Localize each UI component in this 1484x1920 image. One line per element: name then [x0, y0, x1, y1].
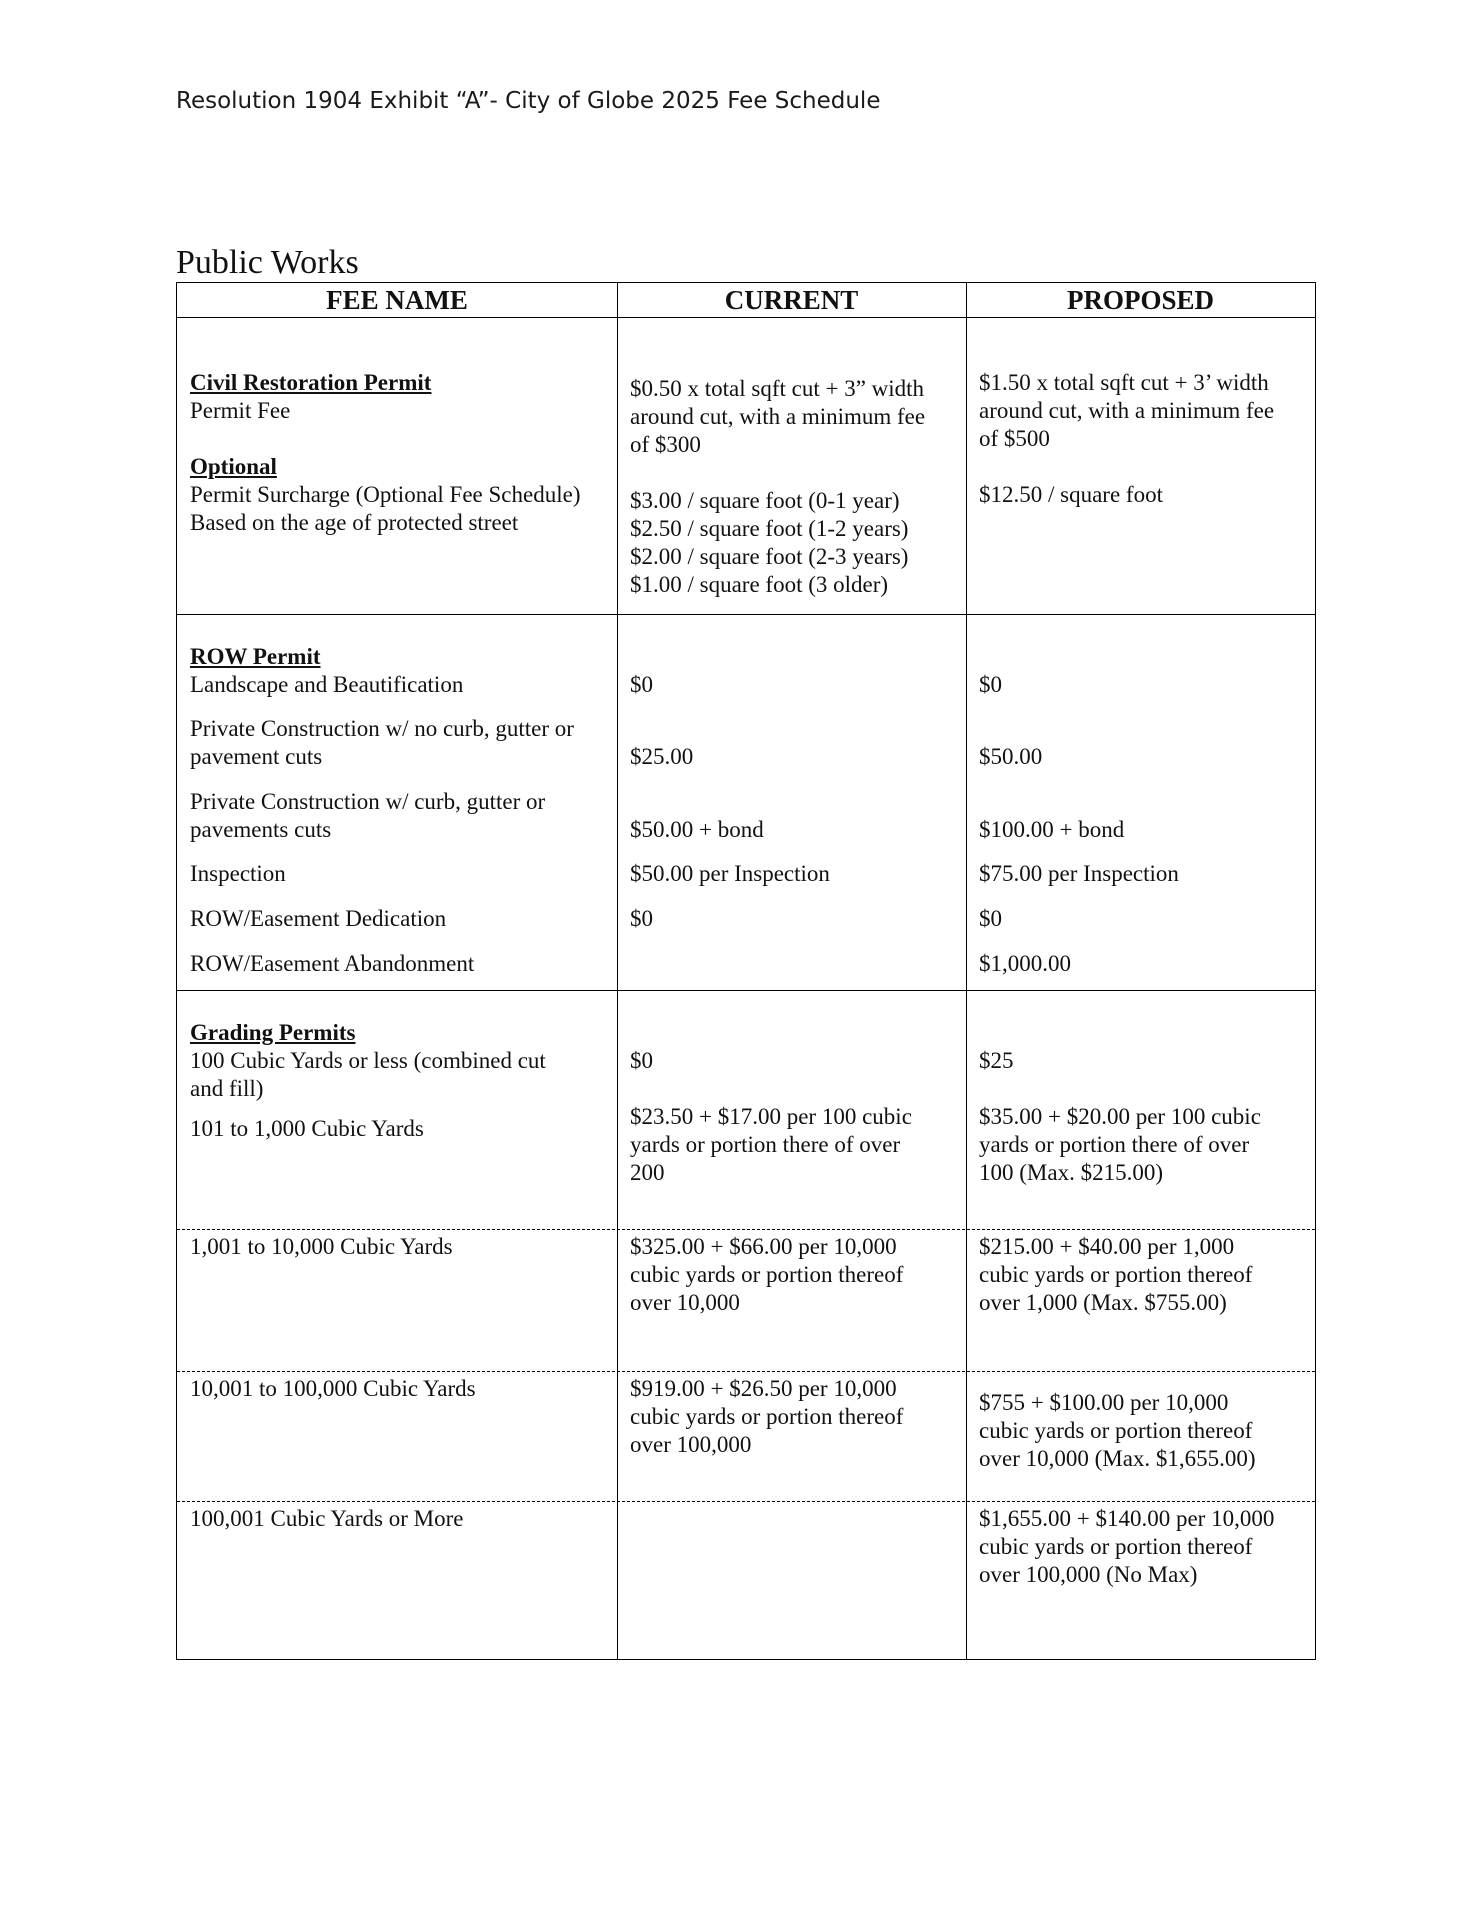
- row-dedication-label: ROW/Easement Dedication: [190, 906, 447, 931]
- grading-tier3-proposed-line: cubic yards or portion thereof: [979, 1262, 1253, 1287]
- row-landscape-proposed: $0: [979, 672, 1002, 697]
- grading-tier3-current-line: cubic yards or portion thereof: [630, 1262, 904, 1287]
- row-permit-title: ROW Permit: [190, 644, 321, 669]
- document-header: Resolution 1904 Exhibit “A”- City of Globe 2025 Fee Schedule: [176, 88, 881, 114]
- row-private-no-curb-label: pavement cuts: [190, 744, 323, 769]
- grading-tier3-label: 1,001 to 10,000 Cubic Yards: [190, 1234, 453, 1259]
- header-divider: [177, 317, 1315, 318]
- row-abandonment-proposed: $1,000.00: [979, 951, 1071, 976]
- column-header-current: CURRENT: [724, 285, 859, 315]
- fee-table: [176, 282, 1316, 1660]
- row-private-no-curb-current: $25.00: [630, 744, 694, 769]
- row-divider: [177, 614, 1315, 615]
- grading-tier5-proposed-line: over 100,000 (No Max): [979, 1562, 1198, 1587]
- civil-current-surcharge-line: $1.00 / square foot (3 older): [630, 572, 889, 597]
- row-divider-dashed: [177, 1501, 1315, 1502]
- row-inspection-label: Inspection: [190, 861, 286, 886]
- grading-permits-title: Grading Permits: [190, 1020, 356, 1045]
- civil-current-surcharge-line: $2.00 / square foot (2-3 years): [630, 544, 909, 569]
- row-inspection-proposed: $75.00 per Inspection: [979, 861, 1179, 886]
- grading-tier3-current-line: $325.00 + $66.00 per 10,000: [630, 1234, 897, 1259]
- row-dedication-current: $0: [630, 906, 653, 931]
- row-private-no-curb-proposed: $50.00: [979, 744, 1043, 769]
- civil-current-surcharge-line: $3.00 / square foot (0-1 year): [630, 488, 900, 513]
- grading-tier1-current: $0: [630, 1048, 653, 1073]
- row-private-curb-label: Private Construction w/ curb, gutter or: [190, 789, 546, 814]
- section-title: Public Works: [176, 244, 359, 281]
- civil-based-on-label: Based on the age of protected street: [190, 510, 519, 535]
- civil-proposed-fee-line: around cut, with a minimum fee: [979, 398, 1275, 423]
- grading-tier4-current-line: over 100,000: [630, 1432, 752, 1457]
- row-landscape-current: $0: [630, 672, 653, 697]
- civil-proposed-fee-line: $1.50 x total sqft cut + 3’ width: [979, 370, 1269, 395]
- grading-tier5-proposed-line: $1,655.00 + $140.00 per 10,000: [979, 1506, 1275, 1531]
- grading-tier5-proposed-line: cubic yards or portion thereof: [979, 1534, 1253, 1559]
- grading-tier2-current-line: $23.50 + $17.00 per 100 cubic: [630, 1104, 912, 1129]
- row-private-curb-label: pavements cuts: [190, 817, 332, 842]
- grading-tier5-label: 100,001 Cubic Yards or More: [190, 1506, 464, 1531]
- grading-tier2-label: 101 to 1,000 Cubic Yards: [190, 1116, 424, 1141]
- civil-permit-fee-label: Permit Fee: [190, 398, 291, 423]
- civil-optional-label: Optional: [190, 454, 277, 479]
- grading-tier2-current-line: yards or portion there of over: [630, 1132, 901, 1157]
- grading-tier4-current-line: cubic yards or portion thereof: [630, 1404, 904, 1429]
- grading-tier2-current-line: 200: [630, 1160, 665, 1185]
- grading-tier1-label: and fill): [190, 1076, 264, 1101]
- row-inspection-current: $50.00 per Inspection: [630, 861, 830, 886]
- grading-tier4-proposed-line: over 10,000 (Max. $1,655.00): [979, 1446, 1256, 1471]
- civil-current-fee-line: around cut, with a minimum fee: [630, 404, 926, 429]
- civil-current-fee-line: $0.50 x total sqft cut + 3” width: [630, 376, 925, 401]
- grading-tier3-current-line: over 10,000: [630, 1290, 740, 1315]
- grading-tier2-proposed-line: yards or portion there of over: [979, 1132, 1250, 1157]
- grading-tier4-proposed-line: $755 + $100.00 per 10,000: [979, 1390, 1229, 1415]
- grading-tier2-proposed-line: 100 (Max. $215.00): [979, 1160, 1163, 1185]
- grading-tier4-label: 10,001 to 100,000 Cubic Yards: [190, 1376, 476, 1401]
- civil-proposed-surcharge: $12.50 / square foot: [979, 482, 1163, 507]
- grading-tier4-proposed-line: cubic yards or portion thereof: [979, 1418, 1253, 1443]
- grading-tier2-proposed-line: $35.00 + $20.00 per 100 cubic: [979, 1104, 1261, 1129]
- row-private-no-curb-label: Private Construction w/ no curb, gutter or: [190, 716, 574, 741]
- column-divider: [617, 283, 618, 1659]
- grading-tier4-current-line: $919.00 + $26.50 per 10,000: [630, 1376, 897, 1401]
- grading-tier1-label: 100 Cubic Yards or less (combined cut: [190, 1048, 546, 1073]
- column-divider: [966, 283, 967, 1659]
- grading-tier3-proposed-line: over 1,000 (Max. $755.00): [979, 1290, 1227, 1315]
- civil-surcharge-label: Permit Surcharge (Optional Fee Schedule): [190, 482, 581, 507]
- row-divider: [177, 990, 1315, 991]
- civil-current-surcharge-line: $2.50 / square foot (1-2 years): [630, 516, 909, 541]
- grading-tier3-proposed-line: $215.00 + $40.00 per 1,000: [979, 1234, 1235, 1259]
- row-private-curb-proposed: $100.00 + bond: [979, 817, 1125, 842]
- row-dedication-proposed: $0: [979, 906, 1002, 931]
- civil-restoration-title: Civil Restoration Permit: [190, 370, 432, 395]
- civil-current-fee-line: of $300: [630, 432, 701, 457]
- row-landscape-label: Landscape and Beautification: [190, 672, 464, 697]
- column-header-proposed: PROPOSED: [1066, 285, 1214, 315]
- civil-proposed-fee-line: of $500: [979, 426, 1050, 451]
- row-divider-dashed: [177, 1371, 1315, 1372]
- column-header-fee-name: FEE NAME: [326, 285, 468, 315]
- row-divider-dashed: [177, 1229, 1315, 1230]
- row-private-curb-current: $50.00 + bond: [630, 817, 764, 842]
- grading-tier1-proposed: $25: [979, 1048, 1014, 1073]
- row-abandonment-label: ROW/Easement Abandonment: [190, 951, 475, 976]
